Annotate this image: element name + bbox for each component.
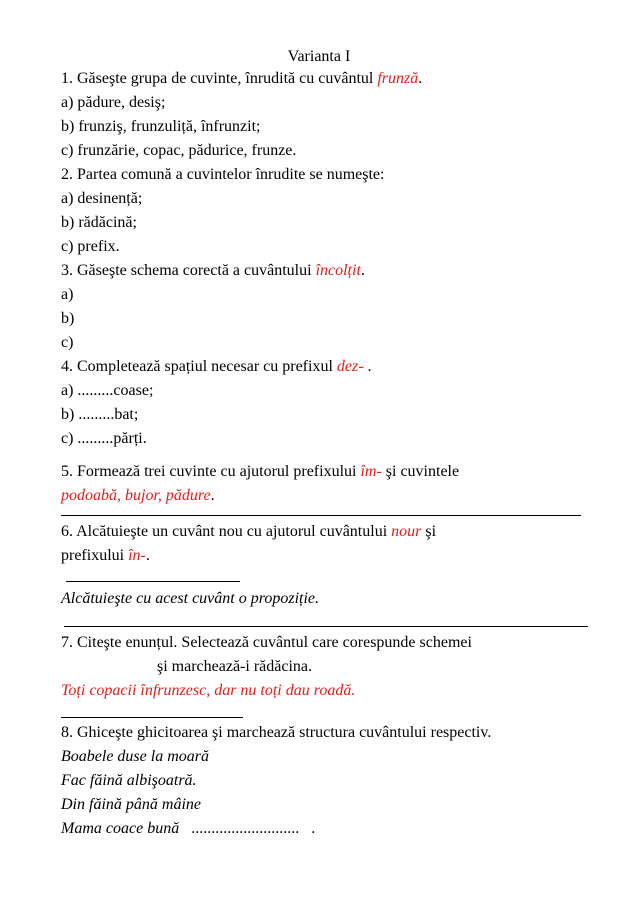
question-6-instruction: Alcătuieşte cu acest cuvânt o propoziție. — [61, 590, 320, 607]
question-6-line-2 — [61, 545, 150, 567]
question-6-line-2-text: prefixului — [61, 547, 129, 564]
question-4-option-c: c) .........părți. — [61, 430, 147, 447]
question-6 — [61, 521, 436, 543]
question-2-option-a: a) desinență; — [61, 190, 143, 207]
riddle-line-4 — [61, 818, 315, 840]
question-5-answer-line[interactable] — [61, 515, 581, 516]
question-1-option-a: a) pădure, desiş; — [61, 94, 166, 111]
question-3-option-a: a) — [61, 286, 74, 303]
question-4-option-b: b) .........bat; — [61, 406, 139, 423]
question-3 — [61, 260, 365, 282]
question-2-option-c: c) prefix. — [61, 238, 120, 255]
question-7-text: 7. Citeşte enunțul. Selectează cuvântul care corespunde schemei — [61, 634, 472, 651]
riddle-line-3: Din făină până mâine — [61, 796, 201, 813]
riddle-line-2: Fac făină albişoatră. — [61, 772, 197, 789]
question-6-answer-line[interactable] — [66, 581, 240, 582]
question-1-text: 1. Găseşte grupa de cuvinte, înrudită cu cuvântul — [61, 70, 378, 87]
question-1-end: . — [418, 70, 423, 87]
question-3-option-b: b) — [61, 310, 75, 327]
question-5-text: 5. Formează trei cuvinte cu ajutorul prefixului — [61, 463, 361, 480]
question-3-option-c: c) — [61, 334, 74, 351]
question-5-text-2: şi cuvintele — [381, 463, 460, 480]
question-4-end: . — [363, 358, 372, 375]
riddle-line-1: Boabele duse la moară — [61, 748, 209, 765]
question-5-keyword: îm- — [360, 463, 382, 480]
question-5-line-2 — [61, 485, 215, 507]
riddle-line-4-text: Mama coace bună — [61, 820, 180, 837]
question-5-words: podoabă, bujor, pădure — [61, 487, 211, 504]
question-1-keyword: frunză — [377, 70, 419, 87]
question-7-answer-line[interactable] — [61, 717, 243, 718]
question-6-end: . — [145, 547, 150, 564]
question-2-option-b: b) rădăcină; — [61, 214, 137, 231]
question-6-sentence-line[interactable] — [64, 626, 588, 627]
question-1-option-b: b) frunziş, frunzuliță, înfrunzit; — [61, 118, 261, 135]
question-5-end: . — [210, 487, 215, 504]
question-3-keyword: încolțit — [315, 262, 361, 279]
question-1-option-c: c) frunzărie, copac, pădurice, frunze. — [61, 142, 297, 159]
page-title: Varianta I — [287, 48, 351, 65]
question-4-text: 4. Completează spațiul necesar cu prefixul — [61, 358, 337, 375]
question-7-sentence: Toți copacii înfrunzesc, dar nu toți dau roadă. — [61, 682, 356, 699]
question-4-option-a: a) .........coase; — [61, 382, 154, 399]
question-2-text: 2. Partea comună a cuvintelor înrudite se numeşte: — [61, 166, 385, 183]
question-6-text-2: şi — [421, 523, 437, 540]
question-4 — [61, 356, 372, 378]
question-5 — [61, 461, 459, 483]
question-6-text: 6. Alcătuieşte un cuvânt nou cu ajutorul cuvântului — [61, 523, 392, 540]
question-3-text: 3. Găseşte schema corectă a cuvântului — [61, 262, 316, 279]
riddle-answer-blank[interactable]: ........................... . — [179, 820, 316, 837]
question-7-text-2: şi marchează-i rădăcina. — [157, 658, 313, 675]
question-1 — [61, 68, 422, 90]
question-8-text: 8. Ghiceşte ghicitoarea şi marchează structura cuvântului respectiv. — [61, 724, 492, 741]
question-3-end: . — [360, 262, 365, 279]
question-4-keyword: dez- — [336, 358, 364, 375]
question-6-keyword: nour — [391, 523, 422, 540]
question-6-prefix: în- — [128, 547, 146, 564]
